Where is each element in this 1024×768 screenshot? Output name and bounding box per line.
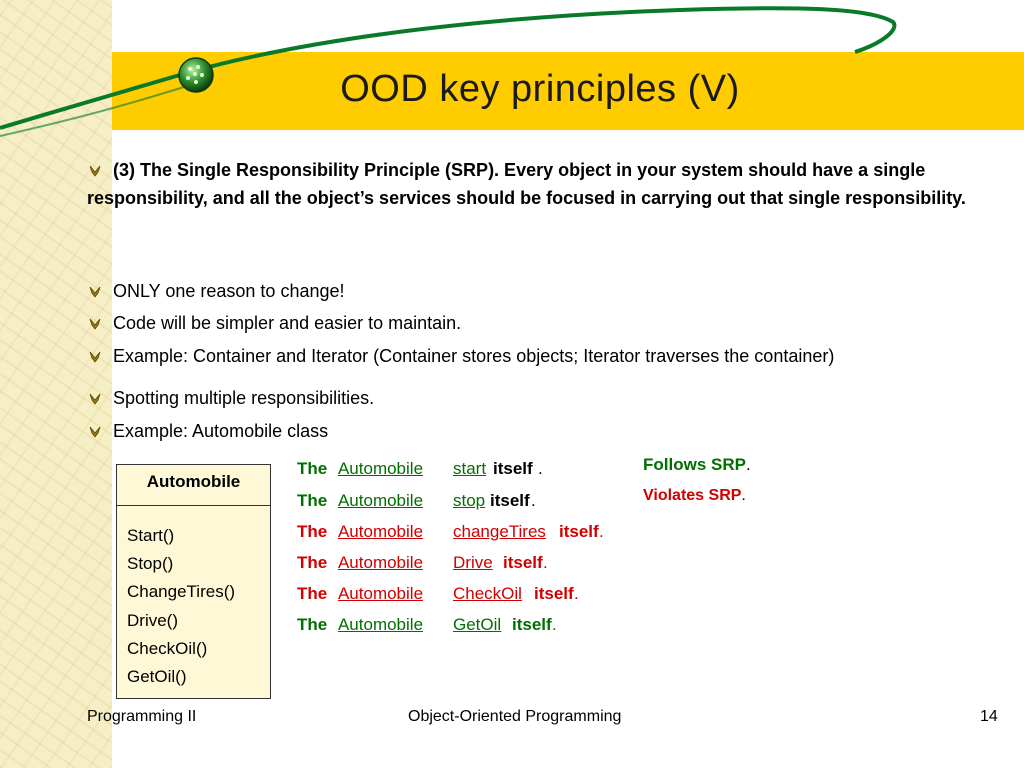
srp-statement (297, 615, 557, 635)
statement-object: Automobile (337, 584, 424, 603)
statement-the: The (297, 553, 328, 572)
bullet-item: Spotting multiple responsibilities. (113, 388, 375, 408)
uml-method-list (117, 506, 270, 691)
bullet-item: Example: Automobile class (113, 421, 329, 441)
legend-violates-label: Violates SRP (643, 487, 742, 504)
bullet-icon (87, 316, 103, 332)
uml-class-box (116, 464, 271, 699)
statement-itself: itself (503, 553, 543, 572)
statement-the: The (297, 522, 328, 541)
statement-the: The (297, 491, 328, 510)
main-paragraph (87, 157, 987, 212)
bullet-icon (87, 391, 103, 407)
statement-object: Automobile (337, 615, 424, 634)
uml-method: GetOil() (127, 667, 187, 687)
statement-verb: CheckOil (453, 584, 522, 603)
statement-end: . (543, 553, 548, 572)
statement-verb: stop (453, 491, 486, 510)
statement-itself: itself (493, 459, 533, 478)
slide-title: OOD key principles (V) (340, 68, 740, 110)
statement-end: . (538, 459, 543, 478)
statement-itself: itself (534, 584, 574, 603)
srp-statement (297, 491, 536, 511)
bullet-item: Example: Container and Iterator (Container stores objects; Iterator traverses the container) (113, 346, 835, 366)
statement-the: The (297, 615, 328, 634)
srp-statement (297, 584, 579, 604)
legend-follows-label: Follows SRP (643, 455, 746, 474)
uml-class-name: Automobile (117, 465, 270, 506)
statement-end: . (531, 491, 536, 510)
bullet-item: ONLY one reason to change! (113, 281, 345, 301)
statement-end: . (552, 615, 557, 634)
srp-definition: (3) The Single Responsibility Principle (SRP). Every object in your system should have a single responsibility, and all the object’s services should be focused in carrying out that single responsibility. (87, 160, 966, 208)
statement-itself: itself (512, 615, 552, 634)
legend-follows (643, 455, 751, 475)
statement-the: The (297, 584, 328, 603)
statement-itself: itself (490, 491, 530, 510)
statement-end: . (599, 522, 604, 541)
srp-statement (297, 553, 548, 573)
orb-icon (176, 55, 216, 95)
statement-verb: Drive (453, 553, 493, 572)
statement-the: The (297, 459, 328, 478)
statement-end: . (574, 584, 579, 603)
statement-verb: GetOil (453, 615, 502, 634)
statement-verb: changeTires (453, 522, 546, 541)
uml-method: ChangeTires() (127, 582, 236, 602)
bullet-icon (87, 349, 103, 365)
legend-period: . (745, 455, 751, 474)
legend-violates (643, 487, 746, 505)
srp-statement (297, 459, 543, 479)
statement-object: Automobile (337, 553, 424, 572)
bullet-icon (87, 424, 103, 440)
bullet-item: Code will be simpler and easier to maintain. (113, 313, 462, 333)
bullet-icon (87, 284, 103, 300)
legend-period: . (741, 487, 746, 504)
uml-method: Drive() (127, 610, 178, 630)
statement-object: Automobile (337, 459, 424, 478)
uml-method: CheckOil() (127, 638, 208, 658)
statement-object: Automobile (337, 491, 424, 510)
statement-object: Automobile (337, 522, 424, 541)
footer-course: Programming II (87, 708, 197, 725)
footer-topic: Object-Oriented Programming (408, 708, 622, 725)
uml-method: Stop() (127, 554, 174, 574)
footer-slide-number: 14 (980, 708, 998, 725)
uml-method: Start() (127, 526, 175, 545)
statement-itself: itself (559, 522, 599, 541)
statement-verb: start (453, 459, 487, 478)
srp-statement (297, 522, 604, 542)
